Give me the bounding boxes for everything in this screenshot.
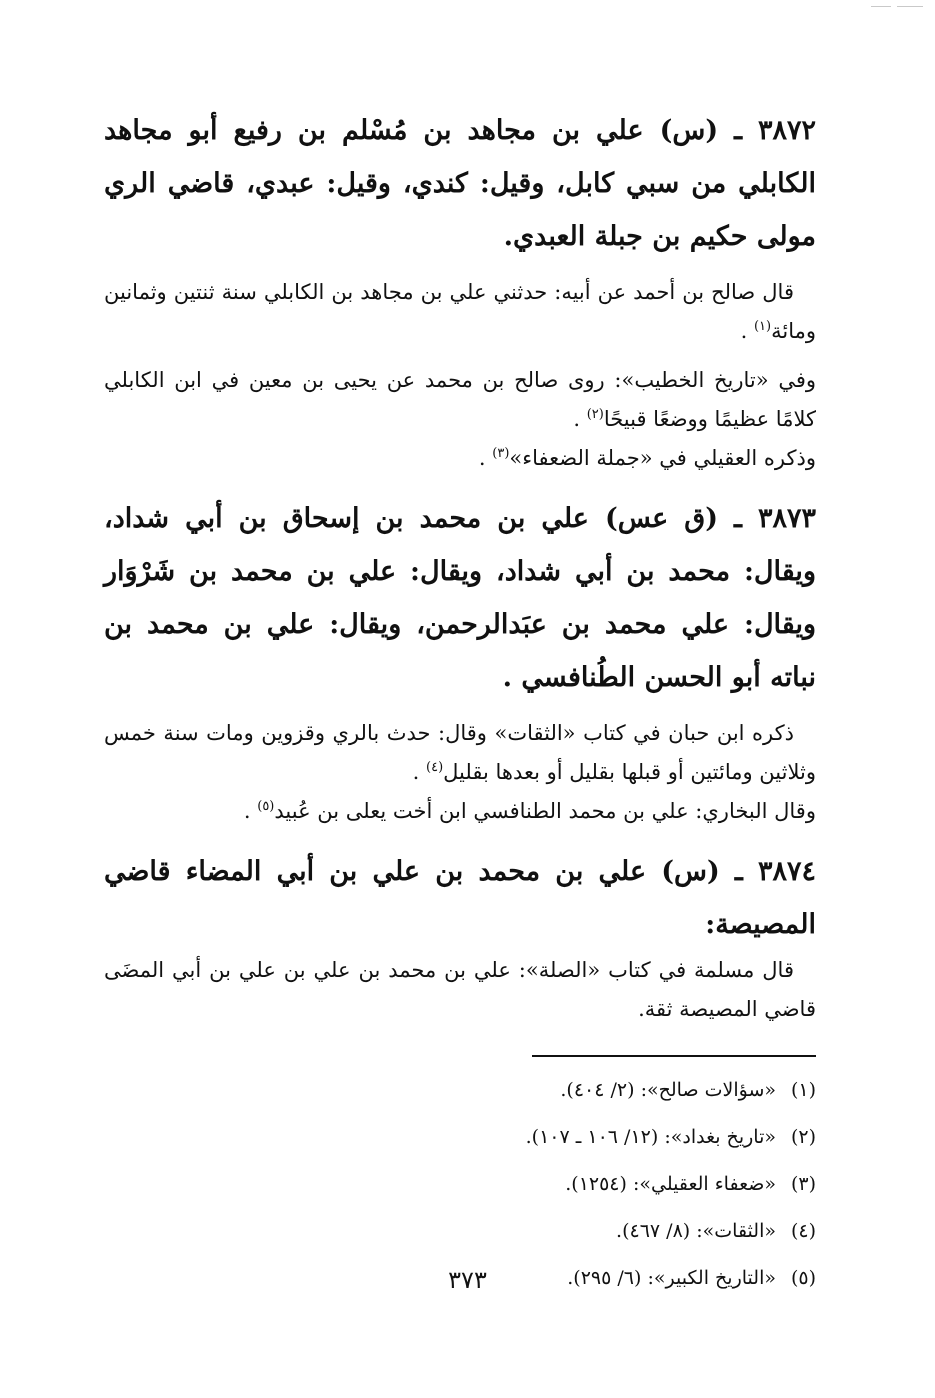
paragraph-text: وقال البخاري: علي بن محمد الطنافسي ابن أخت يعلى بن عُبيد [274, 799, 816, 823]
entry-3874 [104, 845, 816, 1029]
footnote-text: «تاريخ بغداد»: (١٢/ ١٠٦ ـ ١٠٧). [525, 1126, 776, 1148]
paragraph-text: قال صالح بن أحمد عن أبيه: حدثني علي بن مجاهد بن الكابلي سنة ثنتين وثمانين ومائة [104, 280, 816, 343]
footnote-text: «الثقات»: (٨/ ٤٦٧). [616, 1220, 776, 1242]
entry-paragraph [104, 361, 816, 439]
footnote-number: (٢) [790, 1126, 816, 1148]
footnote-ref: (٢) [586, 407, 604, 422]
footnote-item [104, 1114, 816, 1161]
paragraph-text: وذكره العقيلي في «جملة الضعفاء» [509, 446, 816, 470]
footnote-ref: (١) [753, 319, 772, 334]
footnote-text: «التاريخ الكبير»: (٦/ ٢٩٥). [567, 1267, 776, 1289]
entry-paragraph [104, 792, 816, 831]
footnote-separator [532, 1055, 816, 1057]
footnote-number: (١) [790, 1079, 816, 1101]
paragraph-text: ذكره ابن حبان في كتاب «الثقات» وقال: حدث بالري وقزوين ومات سنة خمس وثلاثين ومائتين أو قبلها بقليل أو بعدها بقليل [104, 721, 816, 784]
page-body [104, 104, 816, 1302]
footnote-item [104, 1161, 816, 1208]
footnote-text: «سؤالات صالح»: (٢/ ٤٠٤). [560, 1079, 776, 1101]
entry-paragraph [104, 439, 816, 478]
paragraph-tail: . [478, 446, 493, 470]
footnote-ref: (٣) [492, 446, 510, 461]
footnote-item [104, 1208, 816, 1255]
paragraph-tail: . [573, 407, 587, 431]
entry-heading: ٣٨٧٢ ـ (س) علي بن مجاهد بن مُسْلم بن رفيع أبو مجاهد الكابلي من سبي كابل، وقيل: كندي، وقيل: عبدي، قاضي الري مولى حكيم بن جبلة العبدي. [104, 115, 816, 252]
paragraph-tail: . [243, 799, 258, 823]
entry-3872 [104, 104, 816, 478]
footnote-item [104, 1067, 816, 1114]
page-number: ٣٧٣ [448, 1266, 487, 1294]
footnote-ref: (٤) [426, 760, 444, 775]
entry-paragraph [104, 273, 816, 351]
entry-heading: ٣٨٧٣ ـ (ق عس) علي بن محمد بن إسحاق بن أبي شداد، ويقال: محمد بن أبي شداد، ويقال: علي بن محمد بن شَرْوَار ويقال: علي محمد بن عبَدالرحمن، ويقال: علي بن محمد بن نباته أبو الحسن الطُنافسي . [104, 503, 816, 693]
paragraph-text: وفي «تاريخ الخطيب»: روى صالح بن محمد عن يحيى بن معين في ابن الكابلي كلامًا عظيمًا ووضعًا قبيحًا [104, 368, 816, 431]
corner-scan-mark [871, 6, 891, 7]
footnote-number: (٣) [790, 1173, 816, 1195]
corner-scan-mark [897, 6, 923, 7]
entry-3873 [104, 492, 816, 831]
footnote-number: (٤) [790, 1220, 816, 1242]
paragraph-tail: . [740, 319, 754, 343]
footnote-text: «ضعفاء العقيلي»: (١٢٥٤). [565, 1173, 776, 1195]
paragraph-tail: . [412, 760, 426, 784]
footnote-number: (٥) [790, 1267, 816, 1289]
entry-paragraph [104, 951, 816, 1029]
paragraph-text: قال مسلمة في كتاب «الصلة»: علي بن محمد بن علي بن علي بن أبي المضَى قاضي المصيصة ثقة. [104, 958, 816, 1021]
footnote-ref: (٥) [257, 799, 275, 814]
entry-paragraph [104, 714, 816, 792]
entry-heading: ٣٨٧٤ ـ (س) علي بن محمد بن علي بن أبي المضاء قاضي المصيصة: [104, 856, 816, 940]
